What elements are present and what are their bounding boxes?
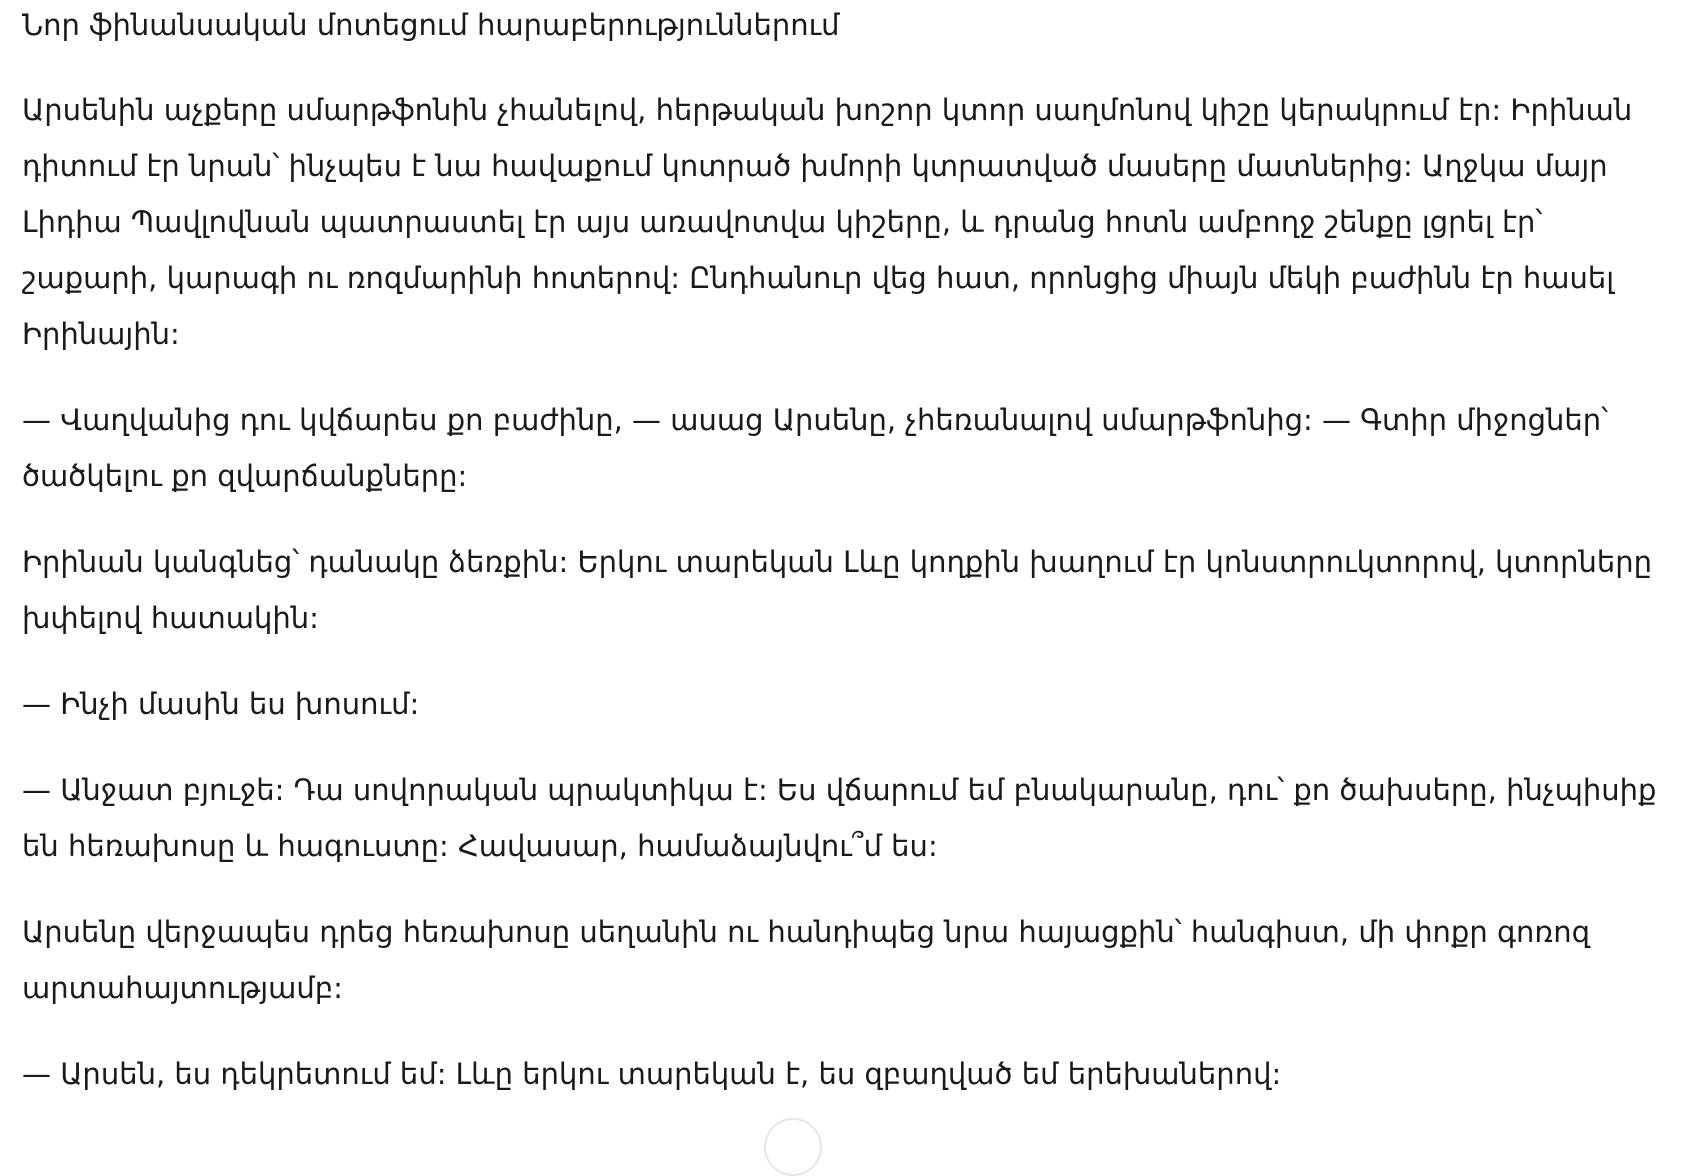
paragraph-6: Արսենը վերջապես դրեց հեռախոսը սեղանին ու հանդիպեց նրա հայացքին՝ հանգիստ, մի փոքր գոռոզ արտահայտությամբ:: [22, 915, 1591, 1005]
paragraph-1: Արսենին աչքերը սմարթֆոնին չհանելով, հերթական խոշոր կտոր սաղմոնով կիշը կերակրում էր: Իրինան դիտում էր նրան՝ ինչպես է նա հավաքում կոտրած խմորի կտրատված մասերը մատներից: Աղջկա մայր Լիդիա Պավլովնան պատրաստել էր այս առավոտվա կիշերը, և դրանց հոտն ամբողջ շենքը լցրել էր՝ շաքարի, կարագի ու ռոզմարինի հոտերով: Ընդհանուր վեց հատ, որոնցից միայն մեկի բաժինն էր հասել Իրինային:: [22, 93, 1633, 351]
scroll-down-button[interactable]: [764, 1118, 822, 1176]
article: [22, 0, 1662, 1102]
paragraph-5: — Անջատ բյուջե: Դա սովորական պրակտիկա է: Ես վճարում եմ բնակարանը, դու՝ քո ծախսերը, ինչպիսիք են հեռախոսը և հագուստը: Հավասար, համաձայնվու՞մ ես:: [22, 773, 1657, 863]
paragraph-4: — Ինչի մասին ես խոսում:: [22, 687, 420, 721]
article-title: Նոր ֆինանսական մոտեցում հարաբերություններում: [22, 8, 840, 42]
paragraph-7: — Արսեն, ես դեկրետում եմ: Լևը երկու տարեկան է, ես զբաղված եմ երեխաներով:: [22, 1057, 1282, 1091]
paragraph-2: — Վաղվանից դու կվճարես քո բաժինը, — ասաց Արսենը, չհեռանալով սմարթֆոնից: — Գտիր միջոցներ՝ ծածկելու քո զվարճանքները:: [22, 403, 1609, 493]
paragraph-3: Իրինան կանգնեց՝ դանակը ձեռքին: Երկու տարեկան Լևը կողքին խաղում էր կոնստրուկտորով, կտորները խփելով հատակին:: [22, 545, 1653, 635]
